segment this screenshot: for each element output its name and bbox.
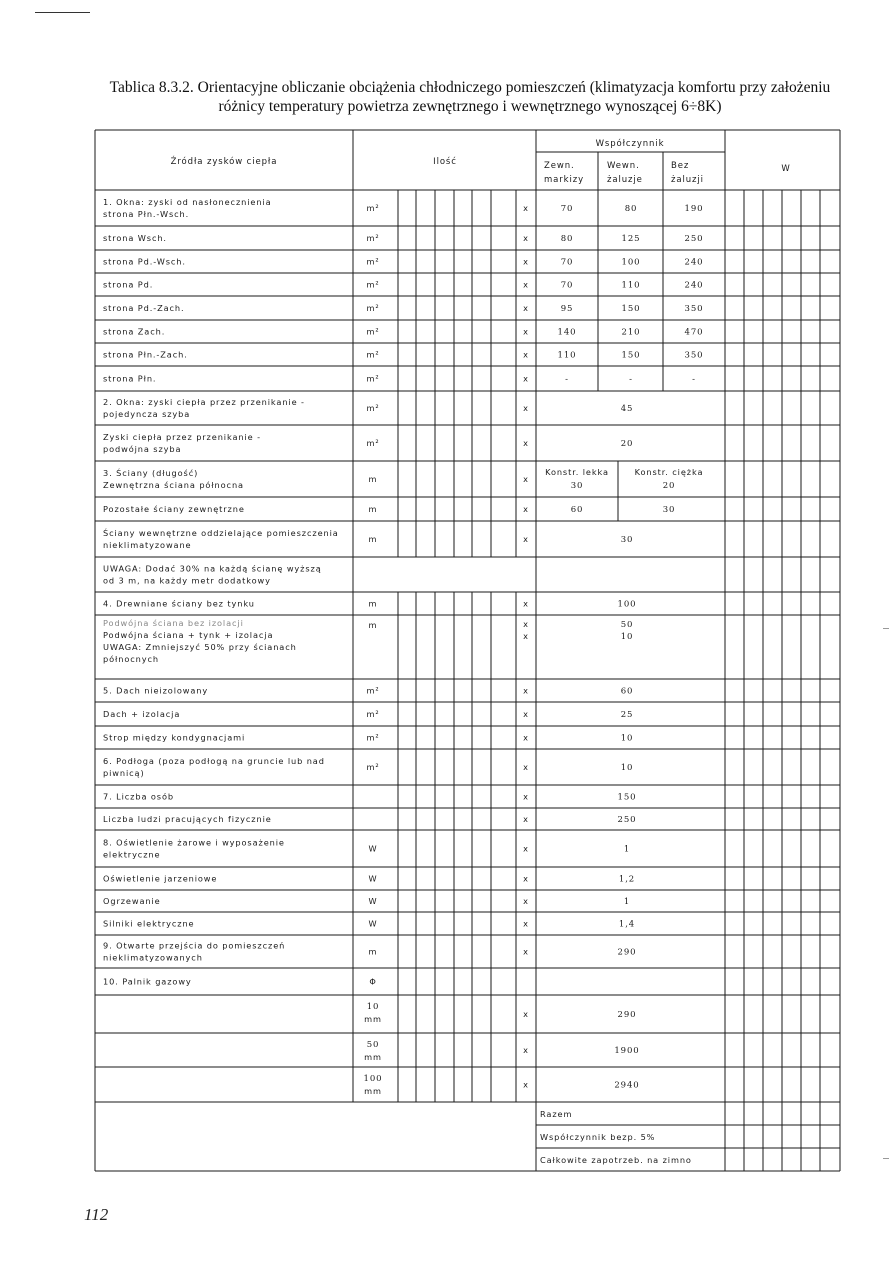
coef-value: 100 bbox=[617, 599, 637, 610]
coef-value: 210 bbox=[621, 327, 641, 338]
row-unit: m² bbox=[366, 233, 380, 243]
row-label: 6. Podłoga (poza podłogą na gruncie lub nad bbox=[103, 756, 325, 766]
row-label: Silniki elektryczne bbox=[103, 918, 195, 929]
coef-value: 125 bbox=[621, 234, 641, 244]
coef-value: 1900 bbox=[614, 1046, 640, 1056]
row-label: strona Pd.-Wsch. bbox=[103, 256, 186, 267]
coef-value: 150 bbox=[621, 304, 641, 314]
multiply-sign: x bbox=[523, 1079, 529, 1090]
page-number: 112 bbox=[84, 1205, 109, 1224]
row-label: Podwójna ściana + tynk + izolacja bbox=[103, 630, 274, 640]
row-label: Pozostałe ściany zewnętrzne bbox=[103, 504, 245, 514]
row-label: Ogrzewanie bbox=[103, 896, 161, 906]
summary-label: Współczynnik bezp. 5% bbox=[540, 1132, 656, 1142]
multiply-sign: x bbox=[523, 918, 529, 929]
coef-value: 150 bbox=[617, 792, 637, 803]
row-label: od 3 m, na każdy metr dodatkowy bbox=[103, 575, 271, 586]
multiply-sign: x bbox=[523, 256, 529, 267]
row-unit: mm bbox=[364, 1014, 382, 1024]
multiply-sign: x bbox=[523, 946, 529, 957]
coef-value: 110 bbox=[557, 350, 577, 361]
coef-value: 30 bbox=[662, 505, 676, 515]
row-label: Zyski ciepła przez przenikanie - bbox=[103, 432, 261, 442]
row-label: Dach + izolacja bbox=[103, 709, 181, 719]
row-label: strona Pd. bbox=[103, 279, 154, 290]
row-label: pojedyncza szyba bbox=[103, 409, 191, 419]
coef-value: 240 bbox=[684, 257, 704, 268]
row-unit: m² bbox=[366, 279, 380, 290]
multiply-sign: x bbox=[523, 438, 529, 448]
summary-label: Razem bbox=[540, 1109, 573, 1119]
row-unit: m² bbox=[366, 403, 380, 413]
row-unit: 50 bbox=[366, 1040, 380, 1050]
row-unit: m² bbox=[366, 685, 380, 696]
row-unit: m² bbox=[366, 303, 380, 313]
header-coef-col: żaluzje bbox=[607, 175, 643, 185]
coef-value: 80 bbox=[560, 234, 574, 244]
row-unit: m² bbox=[366, 256, 380, 267]
multiply-sign: x bbox=[523, 873, 529, 884]
coef-value: 20 bbox=[662, 481, 676, 491]
header-source: Źródła zysków ciepła bbox=[170, 157, 278, 167]
row-label: elektryczne bbox=[103, 849, 161, 860]
coef-value: 290 bbox=[617, 1010, 637, 1020]
row-unit: W bbox=[368, 896, 378, 906]
multiply-sign: x bbox=[523, 631, 529, 641]
row-unit: m² bbox=[366, 762, 380, 772]
row-label: UWAGA: Dodać 30% na każdą ścianę wyższą bbox=[103, 563, 322, 574]
coef-value: 1,2 bbox=[618, 874, 636, 885]
coef-value: Konstr. lekka bbox=[545, 467, 609, 477]
multiply-sign: x bbox=[523, 373, 529, 384]
row-label: Strop między kondygnacjami bbox=[103, 732, 246, 743]
row-label: Liczba ludzi pracujących fizycznie bbox=[103, 814, 272, 824]
coef-value: 250 bbox=[617, 815, 637, 825]
coef-value: 10 bbox=[620, 632, 634, 642]
coef-value: 1 bbox=[623, 844, 631, 855]
row-label: Ściany wewnętrzne oddzielające pomieszczenia bbox=[103, 528, 339, 538]
multiply-sign: x bbox=[523, 1045, 529, 1055]
multiply-sign: x bbox=[523, 279, 529, 290]
margin-mark bbox=[883, 1158, 889, 1159]
row-label: północnych bbox=[103, 654, 159, 664]
header-coefficient: Współczynnik bbox=[595, 139, 665, 149]
coef-value: Konstr. ciężka bbox=[634, 467, 704, 477]
row-unit: m² bbox=[366, 438, 380, 448]
coef-value: 140 bbox=[557, 327, 577, 338]
row-label: Podwójna ściana bez izolacji bbox=[103, 618, 244, 628]
multiply-sign: x bbox=[523, 203, 529, 213]
coef-value: 110 bbox=[621, 280, 641, 291]
row-unit: W bbox=[368, 843, 378, 854]
row-label: 1. Okna: zyski od nasłonecznienia bbox=[103, 197, 272, 207]
row-label: 10. Palnik gazowy bbox=[103, 976, 192, 987]
row-label: strona Pd.-Zach. bbox=[103, 303, 185, 313]
row-unit: m bbox=[368, 946, 378, 957]
coef-value: 290 bbox=[617, 947, 637, 958]
row-label: 7. Liczba osób bbox=[103, 791, 174, 802]
row-unit: 100 bbox=[363, 1074, 383, 1084]
coef-value: - bbox=[629, 374, 633, 385]
row-unit: mm bbox=[364, 1052, 382, 1062]
multiply-sign: x bbox=[523, 732, 529, 743]
multiply-sign: x bbox=[523, 843, 529, 854]
row-label: 8. Oświetlenie żarowe i wyposażenie bbox=[103, 837, 285, 848]
coef-value: 350 bbox=[684, 304, 704, 314]
row-unit: m² bbox=[366, 709, 380, 719]
row-label: strona Płn.-Wsch. bbox=[103, 209, 190, 219]
coef-value: 50 bbox=[620, 620, 634, 630]
coef-value: 80 bbox=[624, 204, 638, 214]
row-unit: m bbox=[368, 504, 378, 514]
header-quantity: Ilość bbox=[433, 157, 457, 167]
row-label: 4. Drewniane ściany bez tynku bbox=[103, 598, 255, 609]
coef-value: 100 bbox=[621, 257, 641, 268]
coef-value: 10 bbox=[620, 733, 634, 744]
multiply-sign: x bbox=[523, 504, 529, 514]
multiply-sign: x bbox=[523, 474, 529, 484]
row-unit: 10 bbox=[366, 1002, 380, 1012]
coef-value: 20 bbox=[620, 439, 634, 449]
row-unit: W bbox=[368, 918, 378, 929]
row-label: nieklimatyzowane bbox=[103, 540, 192, 550]
row-unit: Φ bbox=[369, 976, 377, 987]
row-label: strona Płn.-Zach. bbox=[103, 349, 188, 360]
row-label: UWAGA: Zmniejszyć 50% przy ścianach bbox=[103, 642, 297, 652]
coef-value: 30 bbox=[620, 535, 634, 545]
multiply-sign: x bbox=[523, 762, 529, 772]
coef-value: 470 bbox=[684, 327, 704, 338]
multiply-sign: x bbox=[523, 791, 529, 802]
row-label: Oświetlenie jarzeniowe bbox=[103, 873, 218, 884]
multiply-sign: x bbox=[523, 233, 529, 243]
header-coef-col: Bez bbox=[671, 161, 690, 171]
row-label: 3. Ściany (długość) bbox=[103, 468, 199, 478]
multiply-sign: x bbox=[523, 685, 529, 696]
row-label: piwnicą) bbox=[103, 768, 145, 778]
row-label: Zewnętrzna ściana północna bbox=[103, 480, 244, 490]
caption-line-1: Tablica 8.3.2. Orientacyjne obliczanie obciążenia chłodniczego pomieszczeń (klimatyzacja komfortu przy założeniu bbox=[109, 79, 831, 96]
coef-value: 70 bbox=[560, 204, 574, 214]
caption-line-2: różnicy temperatury powietrza zewnętrznego i wewnętrznego wynoszącej 6÷8K) bbox=[218, 98, 722, 115]
header-w: W bbox=[781, 164, 791, 174]
multiply-sign: x bbox=[523, 349, 529, 360]
multiply-sign: x bbox=[523, 1009, 529, 1019]
header-coef-col: markizy bbox=[544, 175, 585, 185]
header-coef-col: żaluzji bbox=[671, 175, 704, 185]
multiply-sign: x bbox=[523, 303, 529, 313]
coef-value: 350 bbox=[684, 350, 704, 361]
coef-value: 250 bbox=[684, 234, 704, 244]
coef-value: 30 bbox=[570, 481, 584, 491]
margin-mark bbox=[883, 628, 889, 629]
coef-value: 60 bbox=[620, 686, 634, 697]
coef-value: 25 bbox=[620, 710, 634, 720]
coef-value: 1,4 bbox=[618, 919, 636, 930]
row-label: strona Wsch. bbox=[103, 233, 167, 243]
row-unit: m² bbox=[366, 203, 380, 213]
coef-value: - bbox=[565, 374, 569, 385]
multiply-sign: x bbox=[523, 598, 529, 609]
row-label: strona Zach. bbox=[103, 326, 166, 337]
row-unit: m bbox=[368, 474, 378, 484]
row-unit: m² bbox=[366, 732, 380, 743]
coef-value: - bbox=[692, 374, 696, 385]
row-unit: mm bbox=[364, 1086, 382, 1096]
row-label: strona Płn. bbox=[103, 373, 157, 384]
coef-value: 2940 bbox=[614, 1080, 640, 1091]
row-unit: m² bbox=[366, 326, 380, 337]
multiply-sign: x bbox=[523, 709, 529, 719]
row-unit: m bbox=[368, 620, 378, 630]
row-label: 9. Otwarte przejścia do pomieszczeń bbox=[103, 940, 286, 951]
coef-value: 70 bbox=[560, 280, 574, 291]
coef-value: 45 bbox=[620, 404, 634, 414]
coef-value: 240 bbox=[684, 280, 704, 291]
multiply-sign: x bbox=[523, 896, 529, 906]
multiply-sign: x bbox=[523, 326, 529, 337]
header-coef-col: Wewn. bbox=[607, 161, 640, 171]
row-label: 2. Okna: zyski ciepła przez przenikanie - bbox=[103, 397, 305, 407]
row-unit: m bbox=[368, 534, 378, 544]
row-unit: m² bbox=[366, 373, 380, 384]
summary-label: Całkowite zapotrzeb. na zimno bbox=[540, 1155, 692, 1165]
row-label: podwójna szyba bbox=[103, 444, 182, 454]
coef-value: 190 bbox=[684, 204, 704, 214]
row-label: nieklimatyzowanych bbox=[103, 952, 203, 963]
coef-value: 70 bbox=[560, 257, 574, 268]
multiply-sign: x bbox=[523, 619, 529, 629]
header-coef-col: Zewn. bbox=[544, 161, 575, 171]
coef-value: 60 bbox=[570, 505, 584, 515]
coef-value: 10 bbox=[620, 763, 634, 773]
coef-value: 95 bbox=[560, 304, 574, 314]
multiply-sign: x bbox=[523, 403, 529, 413]
multiply-sign: x bbox=[523, 534, 529, 544]
coef-value: 1 bbox=[623, 897, 631, 907]
row-unit: m bbox=[368, 598, 378, 609]
coef-value: 150 bbox=[621, 350, 641, 361]
multiply-sign: x bbox=[523, 814, 529, 824]
row-unit: m² bbox=[366, 349, 380, 360]
row-label: 5. Dach nieizolowany bbox=[103, 685, 209, 696]
row-unit: W bbox=[368, 873, 378, 884]
